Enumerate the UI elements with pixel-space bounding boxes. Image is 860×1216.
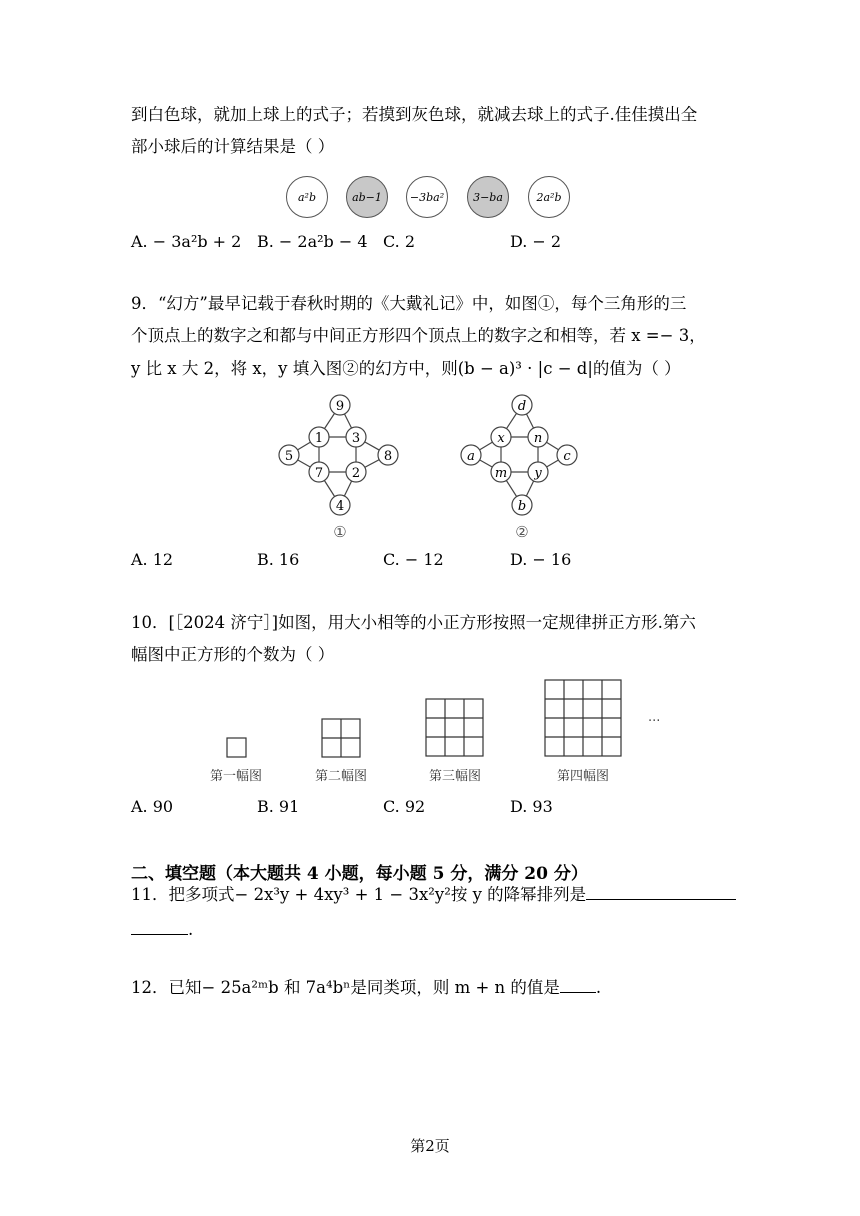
pattern-figure-4 — [545, 680, 621, 756]
q9-line3: y 比 x 大 2，将 x，y 填入图②的幻方中，则(b − a)³ · |c − d|的值为（ ） — [131, 359, 681, 378]
q9-line1: 9．“幻方”最早记载于春秋时期的《大戴礼记》中，如图①，每个三角形的三 — [131, 294, 687, 313]
ball-3: −3ba² — [406, 176, 448, 218]
q10-option-c: C. 92 — [383, 797, 426, 816]
q11-line1 — [131, 883, 736, 906]
q9-line2: 个顶点上的数字之和都与中间正方形四个顶点上的数字之和相等，若 x =− 3， — [131, 326, 706, 345]
pattern-caption-4: 第四幅图 — [556, 769, 610, 784]
q9-option-a: A. 12 — [131, 550, 174, 569]
fig1-lr: 2 — [351, 466, 361, 481]
page-number: 第2页 — [410, 1137, 450, 1155]
q8-option-c: C. 2 — [383, 232, 416, 251]
fig1-left: 5 — [284, 449, 294, 464]
q10-option-a: A. 90 — [131, 797, 174, 816]
ball-5: 2a²b — [528, 176, 570, 218]
q8-balls — [286, 176, 586, 218]
q11-period: . — [188, 920, 194, 939]
fig2-label: ② — [515, 523, 529, 541]
fig2-ul: x — [497, 431, 505, 446]
q11-answer-blank-1[interactable] — [586, 883, 736, 900]
fig1-top: 9 — [335, 399, 345, 414]
square-pattern-figures — [200, 675, 670, 790]
fig2-top: d — [517, 399, 527, 414]
fig2-lr: y — [534, 466, 542, 481]
q10-line2: 幅图中正方形的个数为（ ） — [131, 645, 335, 664]
pattern-caption-2: 第二幅图 — [314, 769, 368, 784]
q8-option-b: B. − 2a²b − 4 — [257, 232, 368, 251]
fig2-right: c — [563, 449, 571, 464]
q12-answer-blank[interactable] — [560, 976, 596, 993]
fig2-ll: m — [494, 466, 508, 481]
ball-2: ab−1 — [346, 176, 388, 218]
pattern-ellipsis: ··· — [648, 714, 661, 729]
pattern-figure-1 — [227, 738, 246, 757]
fig1-ll: 7 — [314, 466, 324, 481]
q10-option-d: D. 93 — [510, 797, 553, 816]
q9-option-b: B. 16 — [257, 550, 300, 569]
section-heading: 二、填空题（本大题共 4 小题，每小题 5 分，满分 20 分） — [131, 864, 588, 884]
q11-answer-blank-2[interactable] — [131, 918, 188, 935]
q11-line2 — [131, 918, 193, 941]
fig2-bottom: b — [517, 499, 527, 514]
fig1-ul: 1 — [314, 431, 324, 446]
q9-option-d: D. − 16 — [510, 550, 572, 569]
pattern-figure-2 — [322, 719, 360, 757]
fig1-ur: 3 — [351, 431, 361, 446]
pattern-caption-3: 第三幅图 — [428, 769, 482, 784]
q8-line1: 到白色球，就加上球上的式子；若摸到灰色球，就减去球上的式子.佳佳摸出全 — [131, 105, 698, 124]
ball-4: 3−ba — [467, 176, 509, 218]
ball-1: a²b — [286, 176, 328, 218]
fig1-bottom: 4 — [335, 499, 345, 514]
q12-line — [131, 976, 601, 999]
fig1-label: ① — [333, 523, 347, 541]
q9-option-c: C. − 12 — [383, 550, 444, 569]
q10-line1: 10．[［2024 济宁］]如图，用大小相等的小正方形按照一定规律拼正方形.第六 — [131, 613, 696, 632]
q11-text: 11．把多项式− 2x³y + 4xy³ + 1 − 3x²y²按 y 的降幂排列是 — [131, 885, 587, 904]
q8-line2: 部小球后的计算结果是（ ） — [131, 137, 335, 156]
q12-period: . — [595, 978, 602, 997]
q12-text: 12．已知− 25a²ᵐb 和 7a⁴bⁿ是同类项，则 m + n 的值是 — [131, 978, 560, 997]
q8-option-a: A. − 3a²b + 2 — [131, 232, 242, 251]
pattern-caption-1: 第一幅图 — [209, 769, 263, 784]
pattern-figure-3 — [426, 699, 483, 756]
fig2-left: a — [467, 449, 475, 464]
fig1-right: 8 — [383, 449, 393, 464]
q8-option-d: D. − 2 — [510, 232, 562, 251]
magic-square-figures — [270, 392, 610, 544]
fig2-ur: n — [533, 431, 543, 446]
q10-option-b: B. 91 — [257, 797, 300, 816]
